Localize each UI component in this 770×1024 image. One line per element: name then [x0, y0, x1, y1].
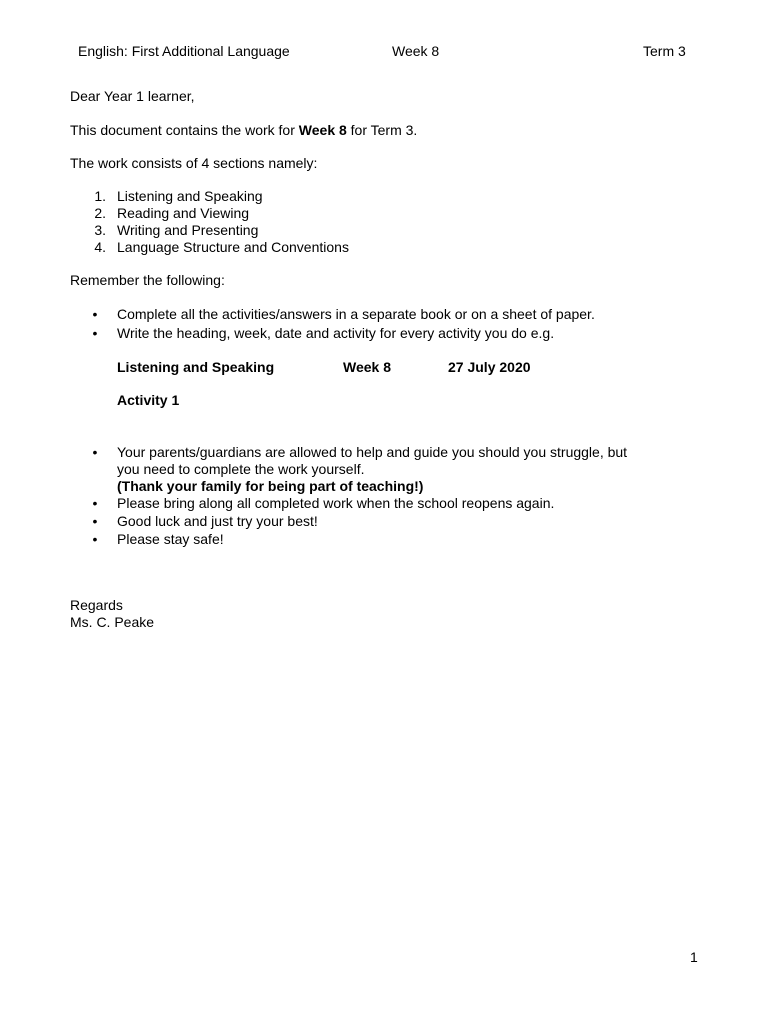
intro-week: Week 8	[298, 122, 347, 138]
bullet-text: Complete all the activities/answers in a separate book or on a sheet of paper.	[117, 306, 595, 322]
example-date: 27 July 2020	[448, 359, 531, 375]
bullet-icon: •	[92, 513, 98, 529]
list-label: Reading and Viewing	[117, 205, 250, 221]
bullet-icon: •	[92, 495, 98, 511]
bullet-icon: •	[92, 444, 98, 460]
example-week: Week 8	[343, 359, 391, 375]
header-week: Week 8	[392, 43, 440, 59]
bullet-text-continuation: you need to complete the work yourself.	[117, 461, 365, 477]
list-number: 3.	[94, 222, 106, 238]
signoff-name: Ms. C. Peake	[70, 614, 155, 630]
intro-suffix: for Term 3.	[346, 122, 418, 138]
bullet-text: Your parents/guardians are allowed to help and guide you should you struggle, but	[117, 444, 628, 460]
intro-prefix: This document contains the work for	[70, 122, 299, 138]
header-subject: English: First Additional Language	[78, 43, 290, 59]
example-activity: Activity 1	[117, 392, 180, 408]
signoff-regards: Regards	[70, 597, 123, 613]
remember-intro: Remember the following:	[70, 272, 225, 288]
bullet-icon: •	[92, 306, 98, 322]
header-term: Term 3	[643, 43, 686, 59]
intro-sentence	[70, 122, 417, 139]
bullet-icon: •	[92, 531, 98, 547]
bullet-text-bold: (Thank your family for being part of teaching!)	[117, 478, 424, 494]
page-number: 1	[690, 949, 698, 965]
list-label: Language Structure and Conventions	[117, 239, 349, 255]
bullet-text: Good luck and just try your best!	[117, 513, 318, 529]
list-number: 4.	[94, 239, 106, 255]
bullet-text: Please bring along all completed work when the school reopens again.	[117, 495, 555, 511]
bullet-icon: •	[92, 325, 98, 341]
example-heading: Listening and Speaking	[117, 359, 275, 375]
list-number: 1.	[94, 188, 106, 204]
bullet-text: Write the heading, week, date and activity for every activity you do e.g.	[117, 325, 555, 341]
sections-intro: The work consists of 4 sections namely:	[70, 155, 318, 171]
greeting: Dear Year 1 learner,	[70, 88, 195, 104]
list-number: 2.	[94, 205, 106, 221]
list-label: Writing and Presenting	[117, 222, 259, 238]
bullet-text: Please stay safe!	[117, 531, 224, 547]
list-label: Listening and Speaking	[117, 188, 263, 204]
